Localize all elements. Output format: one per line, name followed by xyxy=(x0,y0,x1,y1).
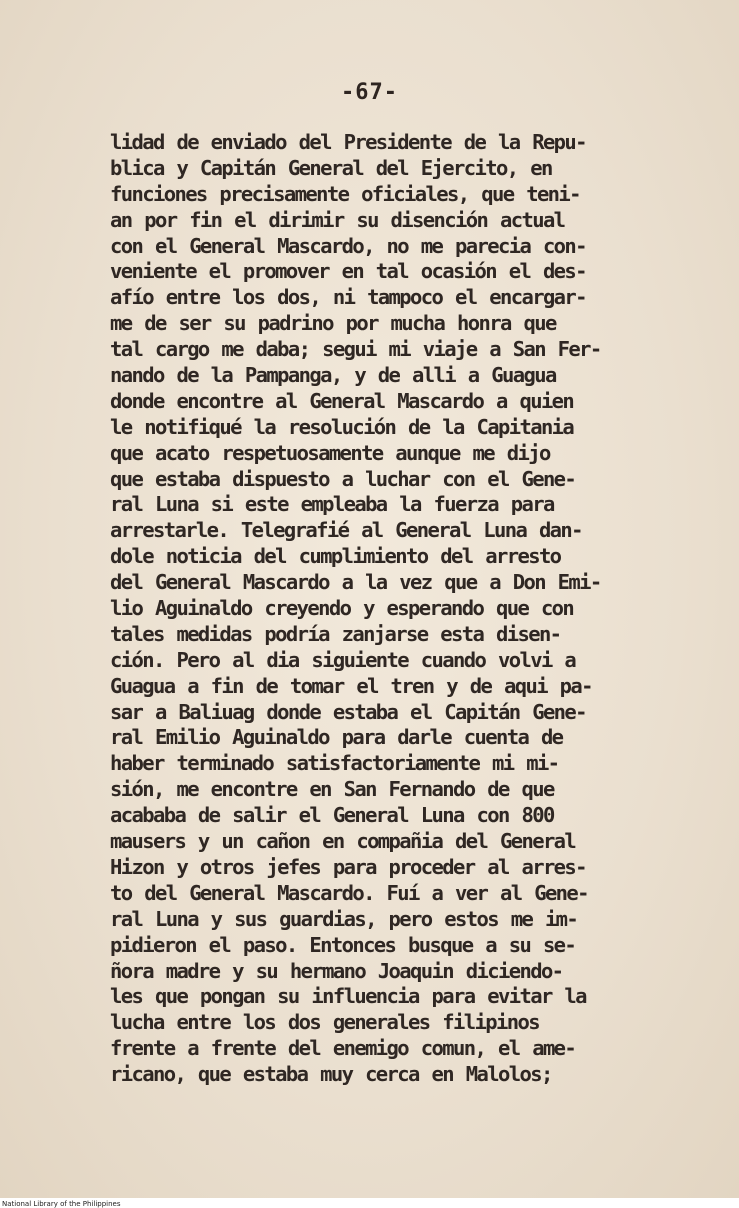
text-line: ñora madre y su hermano Joaquin diciendo- xyxy=(110,958,563,983)
text-line: nando de la Pampanga, y de alli a Guagua xyxy=(110,363,556,388)
text-line: sar a Baliuag donde estaba el Capitán Gene- xyxy=(110,699,586,724)
text-line: que acato respetuosamente aunque me dijo xyxy=(110,440,550,465)
text-line: les que pongan su influencia para evitar la xyxy=(110,984,586,1009)
text-line: haber terminado satisfactoriamente mi mi- xyxy=(110,751,559,776)
page-number: -67- xyxy=(341,80,398,105)
text-line: lidad de enviado del Presidente de la Repu- xyxy=(110,130,586,154)
text-line: donde encontre al General Mascardo a quien xyxy=(110,388,574,413)
text-line: con el General Mascardo, no me parecia con- xyxy=(110,233,586,258)
text-line: Guagua a fin de tomar el tren y de aqui pa- xyxy=(110,673,592,698)
text-line: pidieron el paso. Entonces busque a su se- xyxy=(110,932,576,957)
text-line: tales medidas podría zanjarse esta disen- xyxy=(110,621,561,646)
text-line: tal cargo me daba; segui mi viaje a San Fer- xyxy=(110,337,601,362)
text-line: que estaba dispuesto a luchar con el Gene- xyxy=(110,466,576,491)
text-line: lio Aguinaldo creyendo y esperando que con xyxy=(110,596,574,621)
text-line: sión, me encontre en San Fernando de que xyxy=(110,777,554,802)
text-line: to del General Mascardo. Fuí a ver al Gene- xyxy=(110,880,588,905)
text-line: del General Mascardo a la vez que a Don Emi- xyxy=(110,570,601,595)
library-credit: National Library of the Philippines xyxy=(2,1200,121,1208)
text-line: Hizon y otros jefes para proceder al arres- xyxy=(110,854,586,879)
text-line: an por fin el dirimir su disención actual xyxy=(110,207,565,232)
text-line: ricano, que estaba muy cerca en Malolos; xyxy=(110,1062,552,1087)
text-line: mausers y un cañon en compañia del General xyxy=(110,829,576,854)
text-line: veniente el promover en tal ocasión el des- xyxy=(110,259,586,284)
text-line: dole noticia del cumplimiento del arresto xyxy=(110,544,561,569)
text-line: arrestarle. Telegrafié al General Luna dan- xyxy=(110,518,582,543)
text-line: funciones precisamente oficiales, que teni- xyxy=(110,181,580,206)
text-line: ción. Pero al dia siguiente cuando volvi a xyxy=(110,647,576,672)
text-line: frente a frente del enemigo comun, el ame- xyxy=(110,1036,576,1061)
text-line: ral Luna si este empleaba la fuerza para xyxy=(110,492,554,517)
text-line: afío entre los dos, ni tampoco el encargar- xyxy=(110,285,586,310)
body-text xyxy=(110,130,670,1088)
text-line: lucha entre los dos generales filipinos xyxy=(110,1010,539,1035)
text-line: ral Emilio Aguinaldo para darle cuenta de xyxy=(110,725,563,750)
text-line: acababa de salir el General Luna con 800 xyxy=(110,803,554,828)
text-line: blica y Capitán General del Ejercito, en xyxy=(110,155,552,180)
text-line: ral Luna y sus guardias, pero estos me im- xyxy=(110,906,578,931)
text-line: me de ser su padrino por mucha honra que xyxy=(110,311,556,336)
text-line: le notifiqué la resolución de la Capitania xyxy=(110,414,574,439)
